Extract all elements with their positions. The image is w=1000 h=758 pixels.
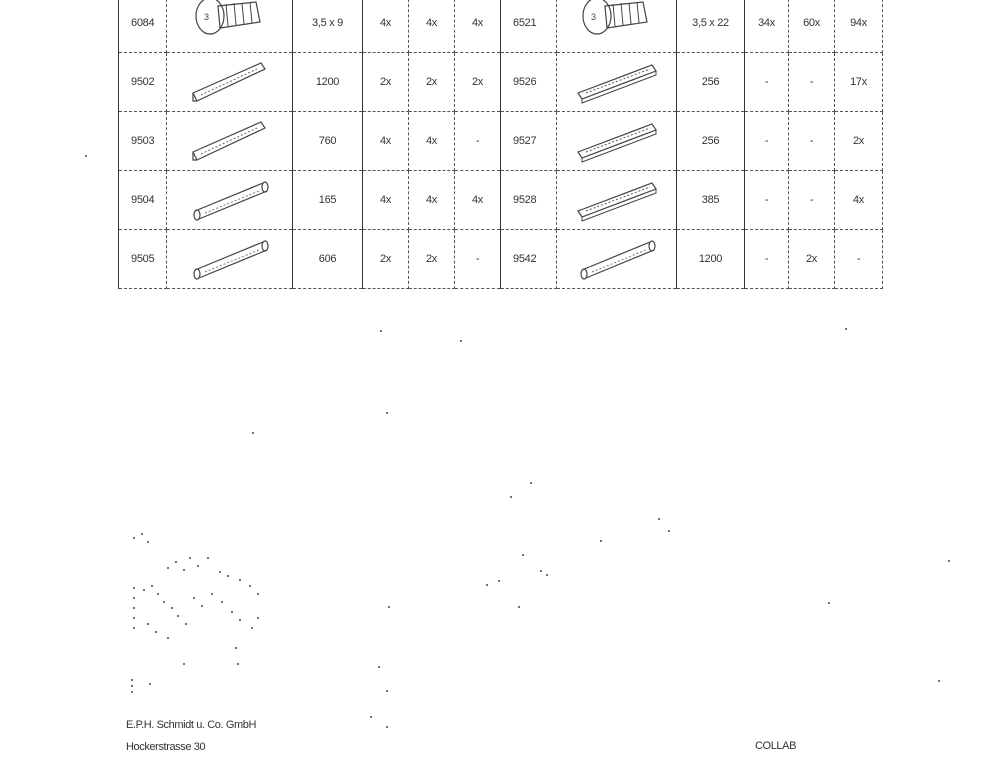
- part-number: 9503: [119, 112, 167, 171]
- table-row: [119, 0, 883, 53]
- qty-1: 34x: [745, 0, 789, 53]
- part-image-cell: [167, 230, 293, 289]
- qty-2: 4x: [409, 0, 455, 53]
- part-image-cell: [167, 53, 293, 112]
- qty-3: 2x: [455, 53, 501, 112]
- qty-2: 2x: [409, 230, 455, 289]
- parts-list-table: [118, 0, 883, 289]
- dotted-stamp-mark: [128, 528, 278, 708]
- scan-speck: [522, 554, 524, 556]
- scan-speck: [386, 726, 388, 728]
- flat-strip-icon: [557, 116, 676, 166]
- scan-speck: [828, 602, 830, 604]
- qty-1: -: [745, 53, 789, 112]
- qty-1: 2x: [363, 53, 409, 112]
- qty-3: 2x: [835, 112, 883, 171]
- part-size: 760: [293, 112, 363, 171]
- round-rod-icon: [557, 234, 676, 284]
- qty-3: 17x: [835, 53, 883, 112]
- scan-speck: [378, 666, 380, 668]
- scan-speck: [510, 496, 512, 498]
- qty-2: 4x: [409, 171, 455, 230]
- part-image-cell: [557, 53, 677, 112]
- scan-speck: [518, 606, 520, 608]
- part-number: 6521: [501, 0, 557, 53]
- company-address: [126, 714, 256, 758]
- scan-speck: [486, 584, 488, 586]
- qty-2: 4x: [409, 112, 455, 171]
- scan-speck: [540, 570, 542, 572]
- part-image-cell: [167, 171, 293, 230]
- svg-text:3: 3: [203, 12, 209, 22]
- part-size: 3,5 x 22: [677, 0, 745, 53]
- scan-speck: [938, 680, 940, 682]
- round-rod-icon: [167, 234, 292, 284]
- scan-speck: [370, 716, 372, 718]
- scan-speck: [386, 690, 388, 692]
- scan-speck: [498, 580, 500, 582]
- company-street: Hockerstrasse 30: [126, 741, 206, 753]
- company-name: E.P.H. Schmidt u. Co. GmbH: [126, 719, 257, 731]
- scan-speck: [530, 482, 532, 484]
- qty-3: 94x: [835, 0, 883, 53]
- screw-icon: [167, 0, 292, 48]
- scan-speck: [658, 518, 660, 520]
- part-size: 1200: [293, 53, 363, 112]
- qty-3: -: [455, 112, 501, 171]
- qty-1: 4x: [363, 112, 409, 171]
- scan-speck: [386, 412, 388, 414]
- angle-rail-icon: [167, 57, 292, 107]
- qty-3: -: [835, 230, 883, 289]
- round-rod-icon: [167, 175, 292, 225]
- part-image-cell: [557, 0, 677, 53]
- flat-strip-icon: [557, 57, 676, 107]
- qty-3: 4x: [835, 171, 883, 230]
- scan-speck: [600, 540, 602, 542]
- part-number: 9528: [501, 171, 557, 230]
- qty-3: 4x: [455, 0, 501, 53]
- scan-speck: [380, 330, 382, 332]
- scan-speck: [948, 560, 950, 562]
- flat-strip-icon: [557, 175, 676, 225]
- scan-speck: [85, 155, 87, 157]
- part-image-cell: [167, 0, 293, 53]
- qty-2: 2x: [789, 230, 835, 289]
- footer-fragment: COLLAB: [755, 740, 797, 752]
- scan-speck: [388, 606, 390, 608]
- scan-speck: [546, 574, 548, 576]
- part-number: 9504: [119, 171, 167, 230]
- part-size: 256: [677, 53, 745, 112]
- qty-3: -: [455, 230, 501, 289]
- part-number: 9502: [119, 53, 167, 112]
- part-number: 6084: [119, 0, 167, 53]
- qty-2: -: [789, 112, 835, 171]
- part-number: 9542: [501, 230, 557, 289]
- angle-rail-icon: [167, 116, 292, 166]
- qty-2: 60x: [789, 0, 835, 53]
- part-size: 1200: [677, 230, 745, 289]
- qty-3: 4x: [455, 171, 501, 230]
- part-image-cell: [557, 230, 677, 289]
- scan-speck: [252, 432, 254, 434]
- qty-1: 4x: [363, 171, 409, 230]
- svg-text:3: 3: [590, 12, 596, 22]
- table-row: [119, 171, 883, 230]
- qty-2: -: [789, 171, 835, 230]
- part-image-cell: [167, 112, 293, 171]
- qty-2: -: [789, 53, 835, 112]
- table-row: [119, 230, 883, 289]
- scan-speck: [460, 340, 462, 342]
- part-number: 9526: [501, 53, 557, 112]
- scan-speck: [845, 328, 847, 330]
- qty-1: 4x: [363, 0, 409, 53]
- table-row: [119, 112, 883, 171]
- part-size: 3,5 x 9: [293, 0, 363, 53]
- qty-2: 2x: [409, 53, 455, 112]
- part-number: 9505: [119, 230, 167, 289]
- part-size: 165: [293, 171, 363, 230]
- part-size: 385: [677, 171, 745, 230]
- part-size: 256: [677, 112, 745, 171]
- qty-1: 2x: [363, 230, 409, 289]
- qty-1: -: [745, 171, 789, 230]
- screw-icon: [557, 0, 676, 48]
- scan-speck: [668, 530, 670, 532]
- part-number: 9527: [501, 112, 557, 171]
- part-image-cell: [557, 112, 677, 171]
- qty-1: -: [745, 112, 789, 171]
- part-image-cell: [557, 171, 677, 230]
- table-row: [119, 53, 883, 112]
- part-size: 606: [293, 230, 363, 289]
- qty-1: -: [745, 230, 789, 289]
